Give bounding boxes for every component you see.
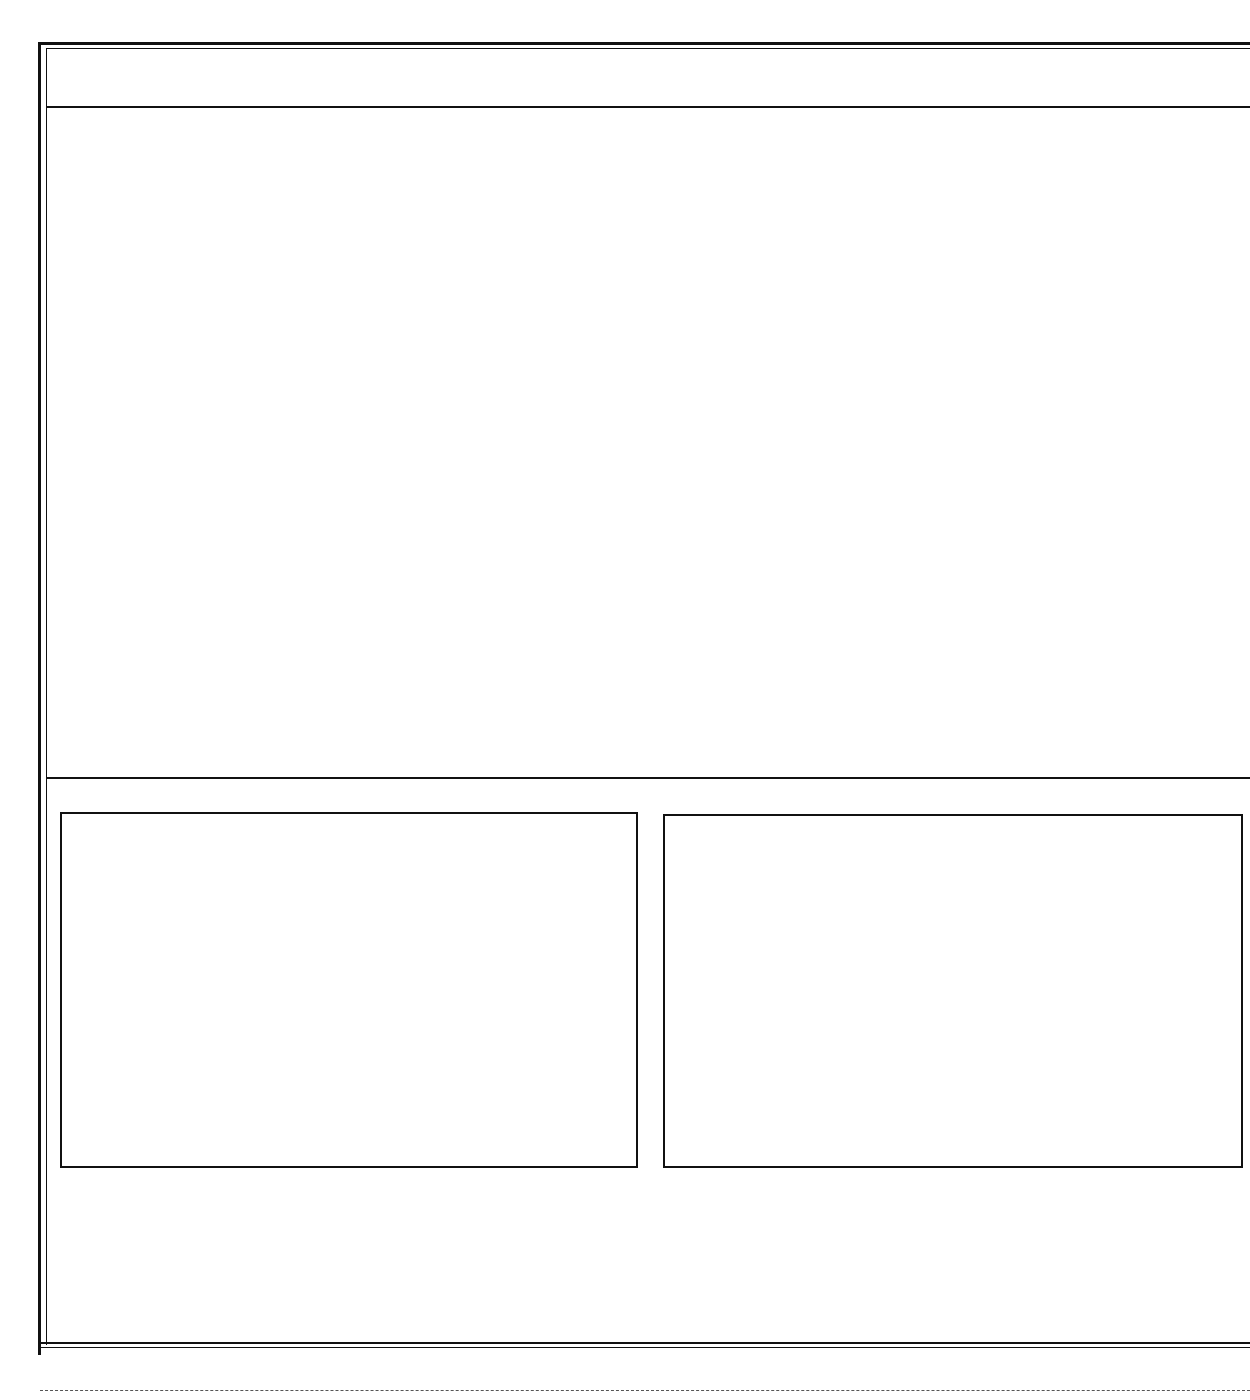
reliance-branch-table — [60, 812, 638, 1168]
tropic-branch-table — [663, 814, 1243, 1168]
